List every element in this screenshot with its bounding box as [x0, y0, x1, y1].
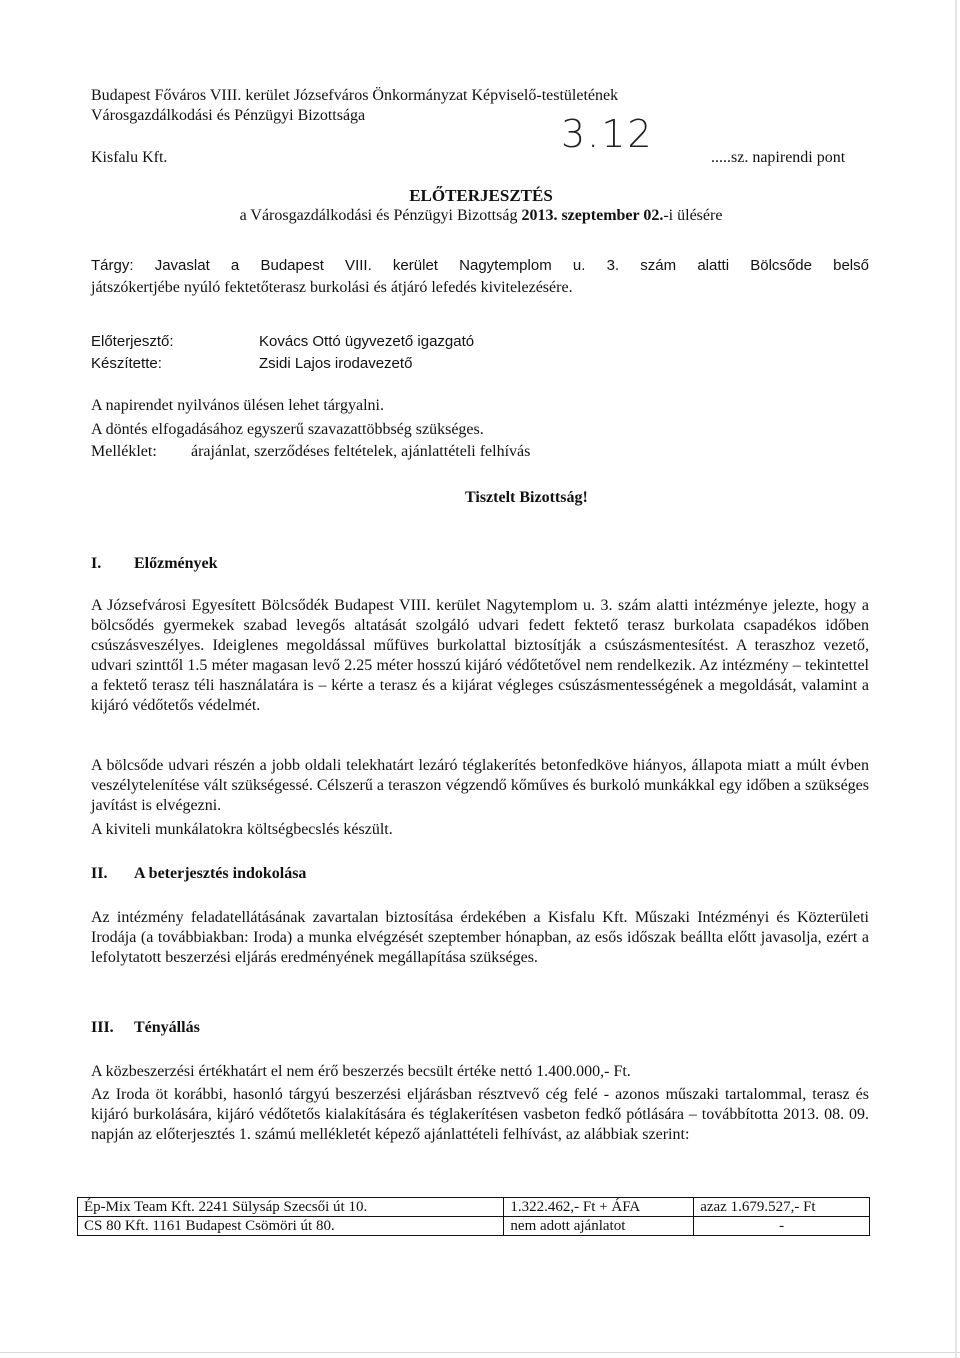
prepared-label: Készítette:: [91, 355, 162, 372]
section-title: Tényállás: [134, 1019, 200, 1036]
section-heading-3: [91, 1018, 200, 1038]
document-subtitle: [91, 206, 871, 226]
subject-line-2: játszókertjébe nyúló fektetőterasz burkolási és átjáró lefedés kivitelezésére.: [91, 279, 573, 296]
offer-total: -: [694, 1217, 870, 1236]
section-title: Előzmények: [134, 555, 218, 572]
section-number: II.: [91, 865, 108, 882]
section-number: I.: [91, 555, 102, 572]
offers-table: [77, 1197, 870, 1236]
offer-total: azaz 1.679.527,- Ft: [694, 1198, 870, 1217]
subtitle-date: 2013. szeptember 02.: [521, 207, 664, 224]
section-title: A beterjesztés indokolása: [134, 865, 307, 882]
header-from: Kisfalu Kft.: [91, 149, 168, 166]
section-3-paragraph-2: Az Iroda öt korábbi, hasonló tárgyú beszerzési eljárásban résztvevő cég felé - azonos műszaki tartalommal, terasz és kijáró burkolására, kijáró védőtetős kialakítására és téglakerítésen vasbeton fedkő pótlására – továbbította 2013. 08. 09. napján az előterjesztés 1. számú mellékletét képező ajánlattételi felhívást, az alábbiak szerint:: [91, 1086, 869, 1143]
attachment-label: Melléklet:: [91, 443, 157, 460]
section-2-paragraph-1: Az intézmény feladatellátásának zavartalan biztosítása érdekében a Kisfalu Kft. Műszaki Intézményi és Közterületi Irodája (a továbbiakban: Iroda) a munka elvégzését szeptember hónapban, az esős időszak beállta előtt javasolja, ezért a lefolytatott beszerzési eljárás eredményének megállapítása szükséges.: [91, 909, 869, 966]
section-1-paragraph-1: A Józsefvárosi Egyesített Bölcsődék Budapest VIII. kerület Nagytemplom u. 3. szám alatti intézménye jelezte, hogy a bölcsődés gyermekek szabad levegős altatását szolgáló udvari fedett fektető terasz burkolata csapadékos időben csúszásveszélyes. Ideiglenes megoldással műfüves burkolattal biztosítják a csúszásmentesítést. A teraszhoz vezető, udvari szinttől 1.5 méter magasan levő 2.25 méter hosszú kijáró védőtetővel nem rendelkezik. Az intézmény – tekintettel a fektető terasz téli használatára is – kérte a terasz és a kijárat végleges csúszásmentességének a megoldását, valamint a kijáró védőtetős védelmét.: [91, 597, 869, 714]
majority-note: A döntés elfogadásához egyszerű szavazattöbbség szükséges.: [91, 421, 484, 438]
handwritten-agenda-number: 3.12: [561, 112, 654, 156]
header-line-1: Budapest Főváros VIII. kerület Józsefváros Önkormányzat Képviselő-testületének: [91, 87, 619, 104]
offer-amount: nem adott ajánlatot: [504, 1217, 694, 1236]
section-1-paragraph-3: A kiviteli munkálatokra költségbecslés készült.: [91, 821, 393, 838]
submitter-value: Kovács Ottó ügyvezető igazgató: [259, 333, 475, 350]
section-1-paragraph-2: A bölcsőde udvari részén a jobb oldali telekhatárt lezáró téglakerítés betonfedköve hiányos, állapota miatt a múlt évben veszélytelenítése vált szükségessé. Célszerű a teraszon végzendő kőműves és burkoló munkákkal egy időben a szükséges javítást is elvégezni.: [91, 757, 869, 814]
prepared-value: Zsidi Lajos irodavezető: [259, 355, 413, 372]
salutation: Tisztelt Bizottság!: [465, 489, 588, 506]
table-row: [78, 1198, 870, 1217]
subtitle-suffix: -i ülésére: [663, 207, 723, 224]
document-heading: ELŐTERJESZTÉS: [409, 186, 553, 205]
section-number: III.: [91, 1019, 114, 1036]
section-heading-1: [91, 554, 218, 574]
table-row: [78, 1217, 870, 1236]
scan-edge-line: [0, 1352, 960, 1353]
subtitle-prefix: a Városgazdálkodási és Pénzügyi Bizottság: [239, 207, 522, 224]
header-line-2: Városgazdálkodási és Pénzügyi Bizottsága: [91, 107, 366, 124]
section-3-paragraph-1: A közbeszerzési értékhatárt el nem érő beszerzés becsült értéke nettó 1.400.000,- Ft.: [91, 1063, 631, 1080]
offer-amount: 1.322.462,- Ft + ÁFA: [504, 1198, 694, 1217]
scan-edge-line: [955, 0, 957, 1358]
public-session-note: A napirendet nyilvános ülésen lehet tárgyalni.: [91, 397, 384, 414]
offer-company: CS 80 Kft. 1161 Budapest Csömöri út 80.: [78, 1217, 504, 1236]
section-heading-2: [91, 864, 306, 884]
attachment-value: árajánlat, szerződéses feltételek, ajánlattételi felhívás: [191, 443, 531, 460]
submitter-label: Előterjesztő:: [91, 333, 174, 350]
offer-company: Ép-Mix Team Kft. 2241 Sülysáp Szecsői út 10.: [78, 1198, 504, 1217]
subject-line-1: Tárgy: Javaslat a Budapest VIII. kerület Nagytemplom u. 3. szám alatti Bölcsőde belső: [91, 257, 869, 274]
agenda-point-label: .....sz. napirendi pont: [711, 149, 846, 166]
